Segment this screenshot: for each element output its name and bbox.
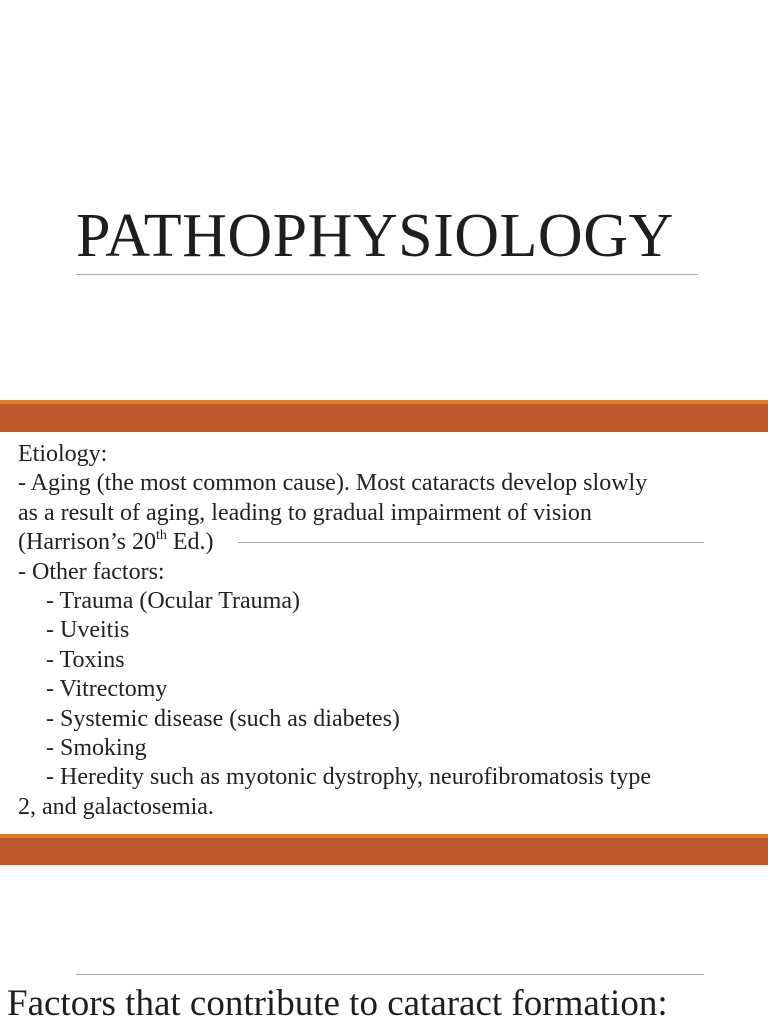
citation-strike-rule [238, 542, 704, 543]
citation-prefix: (Harrison’s 20 [18, 529, 156, 556]
slide-title-factors: Factors that contribute to cataract formation: [7, 983, 668, 1024]
factor-item: - Toxins [46, 646, 125, 673]
factor-item: - Vitrectomy [46, 676, 168, 703]
band-main-stripe [0, 404, 768, 432]
factor-item: - Uveitis [46, 617, 130, 644]
other-factors-heading: - Other factors: [18, 558, 165, 585]
heredity-line-1: - Heredity such as myotonic dystrophy, neurofibromatosis type [46, 764, 651, 791]
title-underline [76, 274, 698, 275]
heredity-line-2: 2, and galactosemia. [18, 793, 214, 820]
citation-superscript: th [155, 528, 167, 544]
factor-item: - Systemic disease (such as diabetes) [46, 705, 400, 732]
etiology-content [18, 440, 763, 822]
factor-item: - Smoking [46, 735, 147, 762]
slide-band-top [0, 400, 768, 432]
slide3-top-rule [76, 974, 704, 975]
slide-title-pathophysiology: PATHOPHYSIOLOGY [76, 202, 674, 270]
band-main-stripe [0, 838, 768, 865]
etiology-heading: Etiology: [18, 441, 108, 467]
aging-line-1: - Aging (the most common cause). Most cataracts develop slowly [18, 470, 648, 497]
aging-line-2: as a result of aging, leading to gradual impairment of vision [18, 499, 592, 526]
slide-band-bottom [0, 834, 768, 865]
factor-item: - Trauma (Ocular Trauma) [46, 588, 300, 615]
citation-suffix: Ed.) [166, 529, 214, 556]
